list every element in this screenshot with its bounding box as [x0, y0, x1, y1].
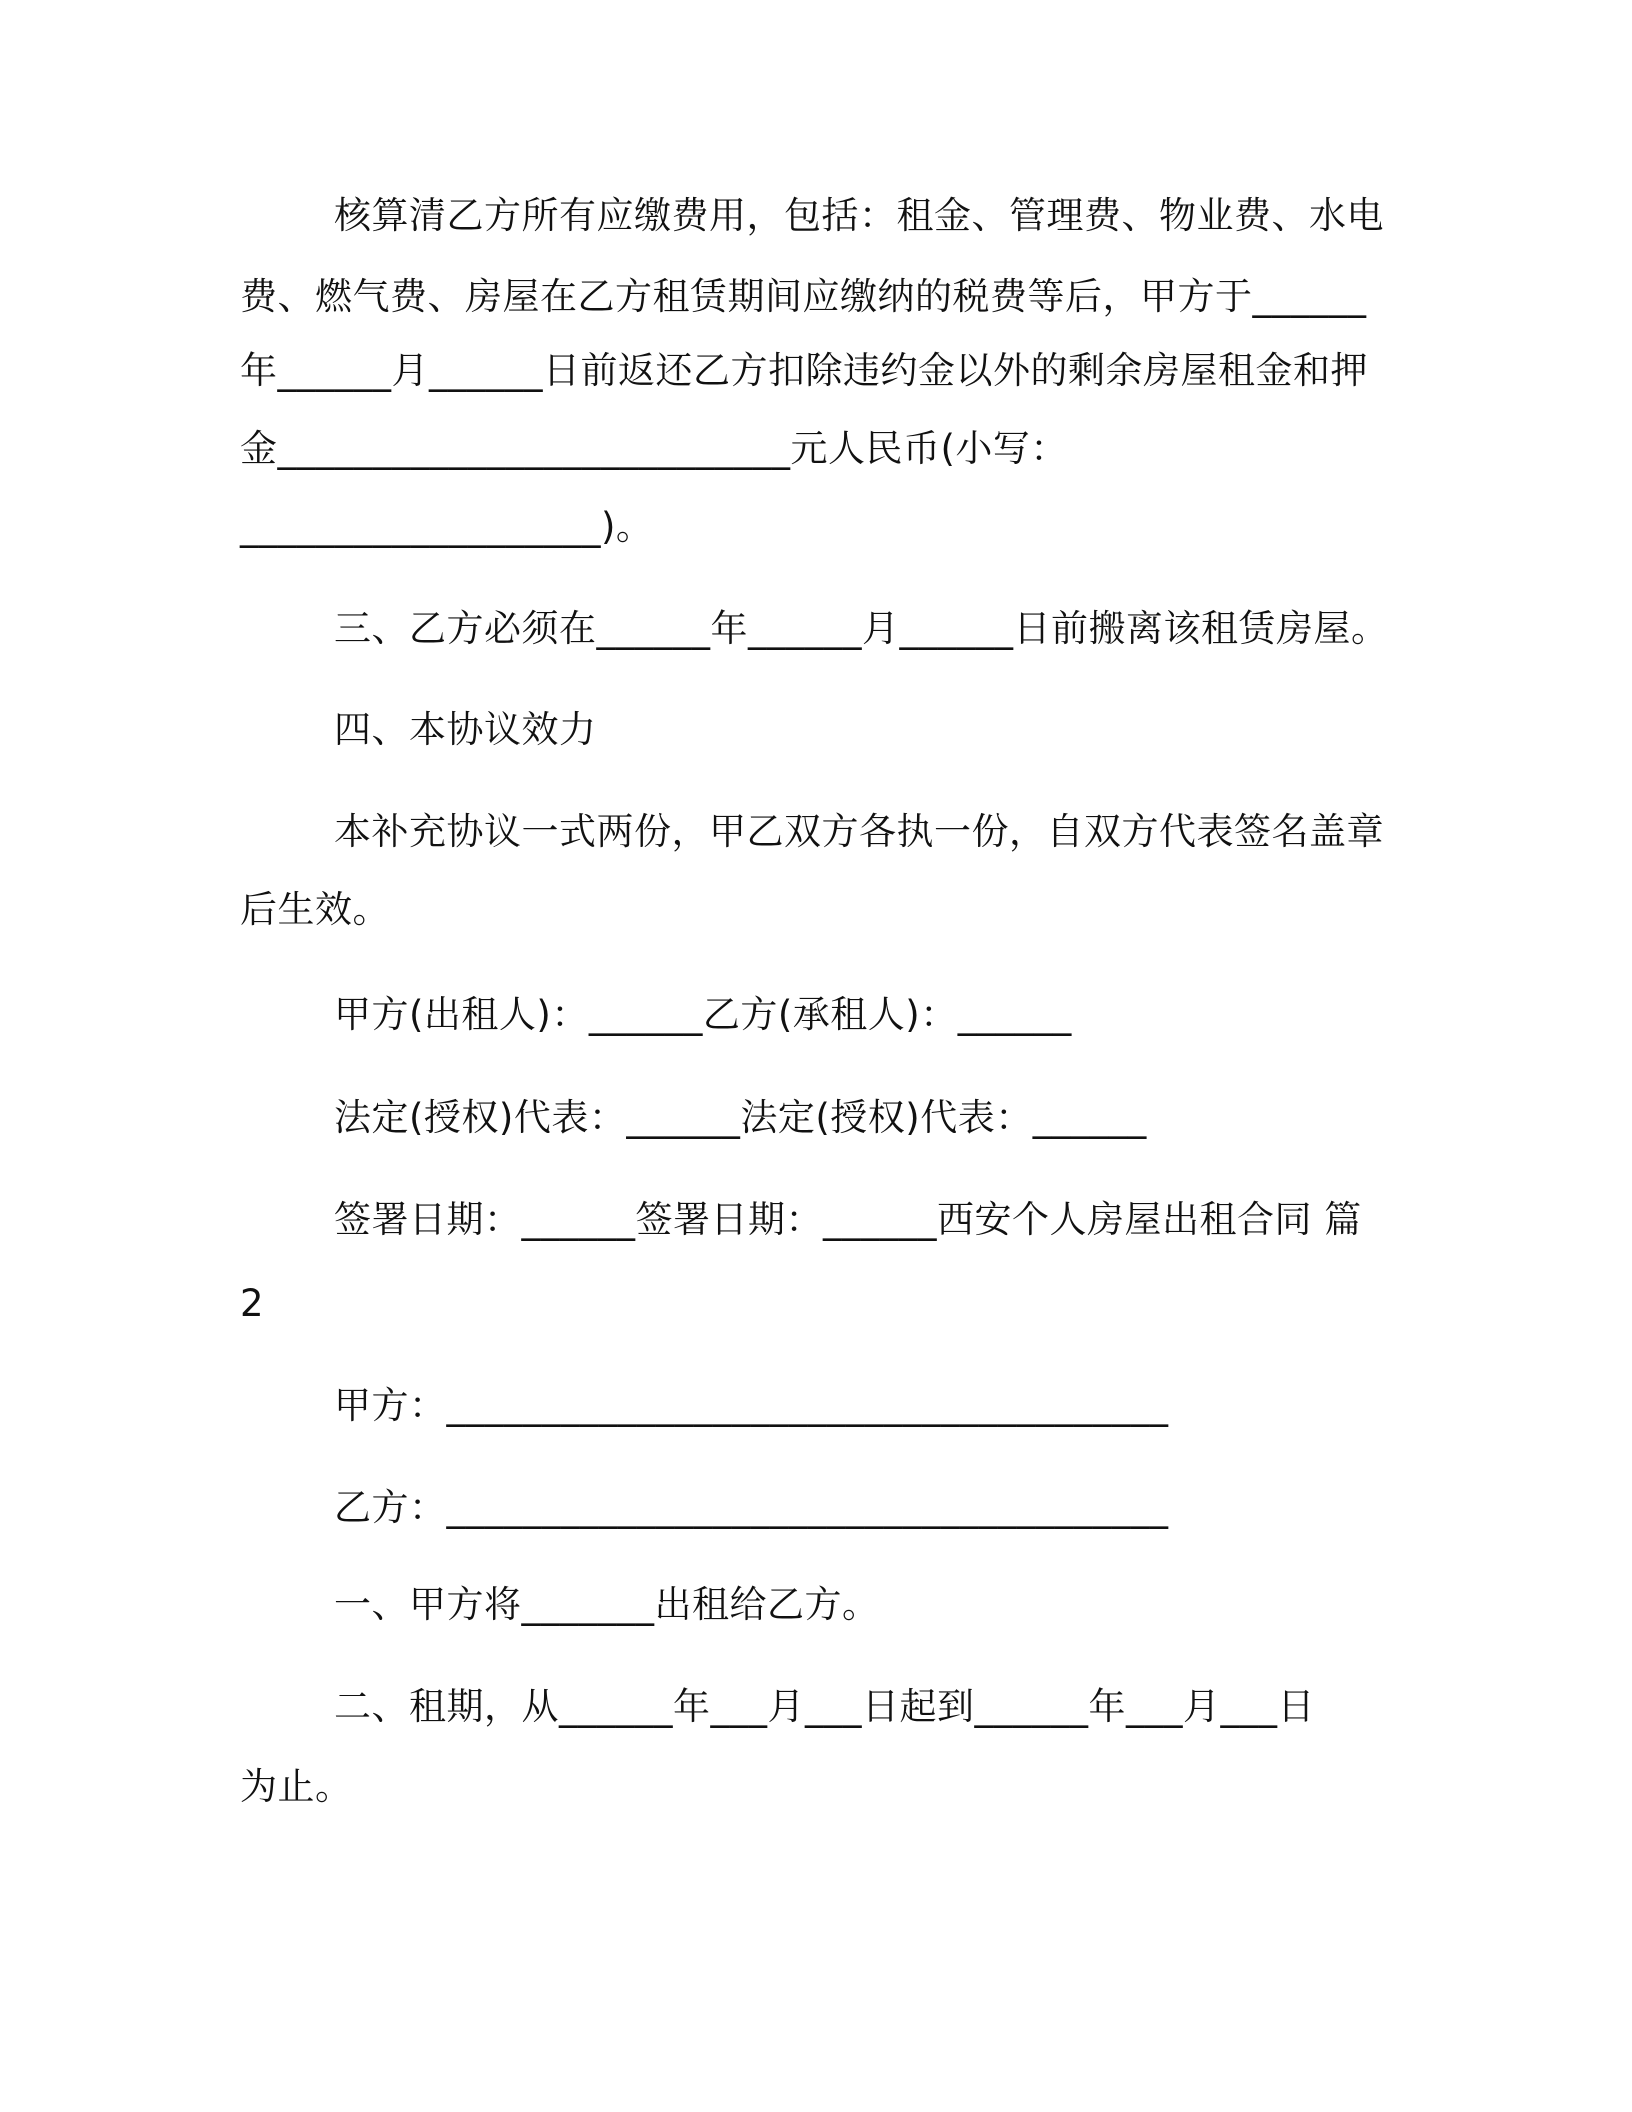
paragraph-line: 2 [240, 1282, 265, 1325]
section-heading-four: 四、本协议效力 [334, 708, 597, 751]
paragraph-line: 年______月______日前返还乙方扣除违约金以外的剩余房屋租金和押 [240, 349, 1368, 392]
signature-dates: 签署日期：______签署日期：______西安个人房屋出租合同 篇 [334, 1198, 1362, 1241]
paragraph-line: 本补充协议一式两份，甲乙双方各执一份，自双方代表签名盖章 [334, 810, 1384, 853]
party-a-line: 甲方：______________________________________ [334, 1384, 1169, 1427]
party-b-line: 乙方：______________________________________ [334, 1486, 1169, 1529]
paragraph-line: ___________________)。 [240, 505, 654, 548]
signature-representatives: 法定(授权)代表：______法定(授权)代表：______ [334, 1096, 1147, 1139]
clause-two: 二、租期，从______年___月___日起到______年___月___日 [334, 1685, 1315, 1728]
signature-parties: 甲方(出租人)：______乙方(承租人)：______ [334, 993, 1072, 1036]
paragraph-line: 金___________________________元人民币(小写： [240, 427, 1068, 470]
paragraph-line: 后生效。 [240, 888, 390, 931]
paragraph-line: 核算清乙方所有应缴费用，包括：租金、管理费、物业费、水电 [334, 194, 1384, 237]
clause-one: 一、甲方将_______出租给乙方。 [334, 1583, 880, 1626]
paragraph-line: 为止。 [240, 1765, 353, 1808]
paragraph-line: 费、燃气费、房屋在乙方租赁期间应缴纳的税费等后，甲方于______ [240, 275, 1367, 318]
clause-three: 三、乙方必须在______年______月______日前搬离该租赁房屋。 [334, 607, 1389, 650]
